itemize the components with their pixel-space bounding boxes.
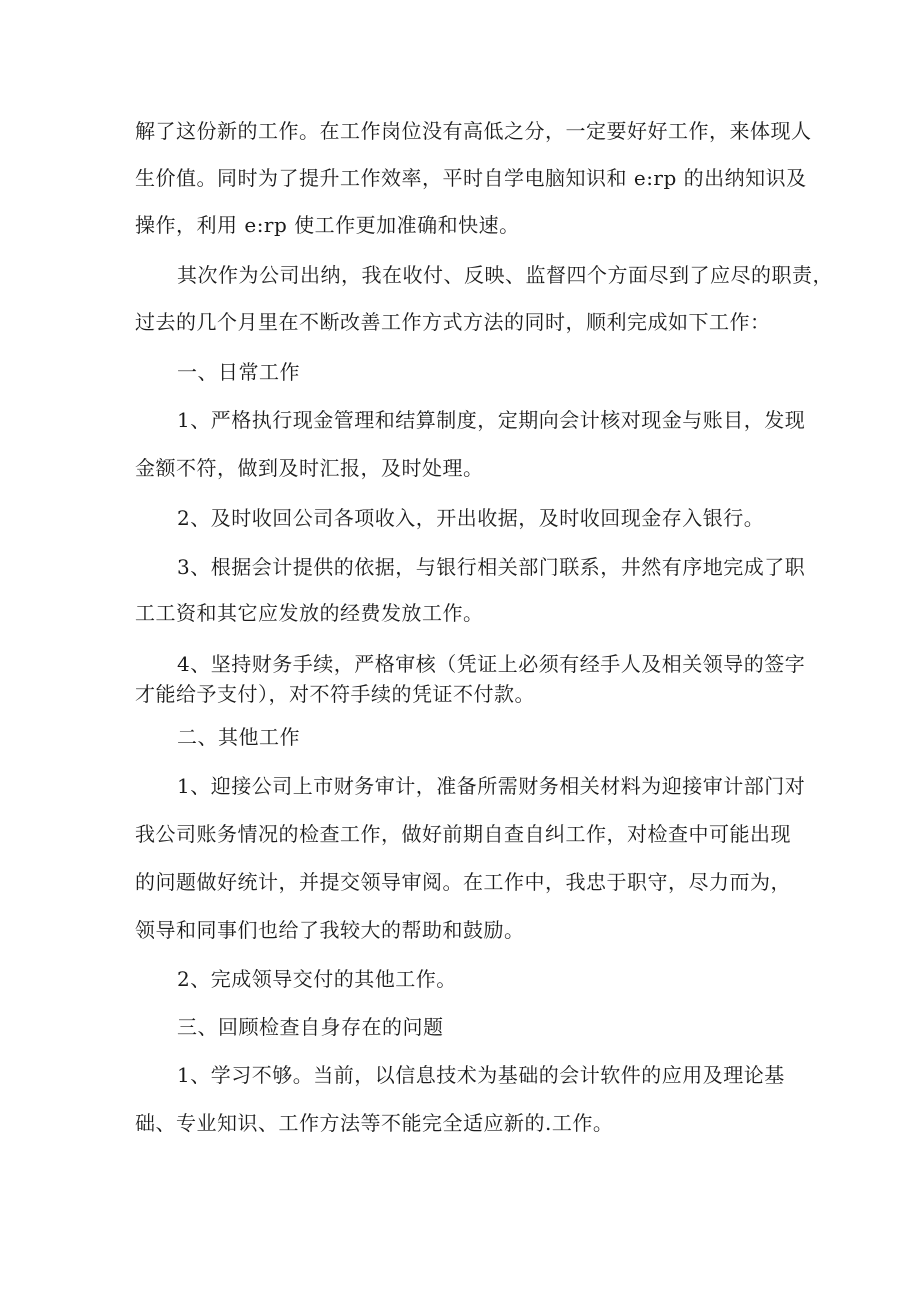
paragraph-line: 领导和同事们也给了我较大的帮助和鼓励。 [135,918,525,942]
paragraph-line: 其次作为公司出纳，我在收付、反映、监督四个方面尽到了应尽的职责， [177,263,833,287]
list-item: 1、学习不够。当前，以信息技术为基础的会计软件的应用及理论基 [177,1063,785,1087]
list-item: 2、及时收回公司各项收入，开出收据，及时收回现金存入银行。 [177,506,765,530]
paragraph-line: 才能给予支付），对不符手续的凭证不付款。 [135,682,535,706]
paragraph-line: 工工资和其它应发放的经费发放工作。 [135,601,484,625]
paragraph-line: 操作，利用 e:rp 使工作更加准确和快速。 [135,213,520,237]
paragraph-line: 础、专业知识、工作方法等不能完全适应新的.工作。 [135,1111,614,1135]
list-item: 2、完成领导交付的其他工作。 [177,967,457,991]
section-heading: 一、日常工作 [177,360,300,384]
paragraph-line: 的问题做好统计，并提交领导审阅。在工作中，我忠于职守，尽力而为， [135,870,791,894]
list-item: 3、根据会计提供的依据，与银行相关部门联系，井然有序地完成了职 [177,555,806,579]
section-heading: 三、回顾检查自身存在的问题 [177,1015,444,1039]
paragraph-line: 我公司账务情况的检查工作，做好前期自查自纠工作，对检查中可能出现 [135,822,791,846]
list-item: 1、严格执行现金管理和结算制度，定期向会计核对现金与账目，发现 [177,408,806,432]
paragraph-line: 生价值。同时为了提升工作效率，平时自学电脑知识和 e:rp 的出纳知识及 [135,166,807,190]
list-item: 4、坚持财务手续，严格审核（凭证上必须有经手人及相关领导的签字 [177,652,806,676]
section-heading: 二、其他工作 [177,725,300,749]
paragraph-line: 金额不符，做到及时汇报，及时处理。 [135,456,484,480]
paragraph-line: 解了这份新的工作。在工作岗位没有高低之分，一定要好好工作，来体现人 [135,119,812,143]
paragraph-line: 过去的几个月里在不断改善工作方式方法的同时，顺利完成如下工作： [135,310,771,334]
list-item: 1、迎接公司上市财务审计，准备所需财务相关材料为迎接审计部门对 [177,774,806,798]
